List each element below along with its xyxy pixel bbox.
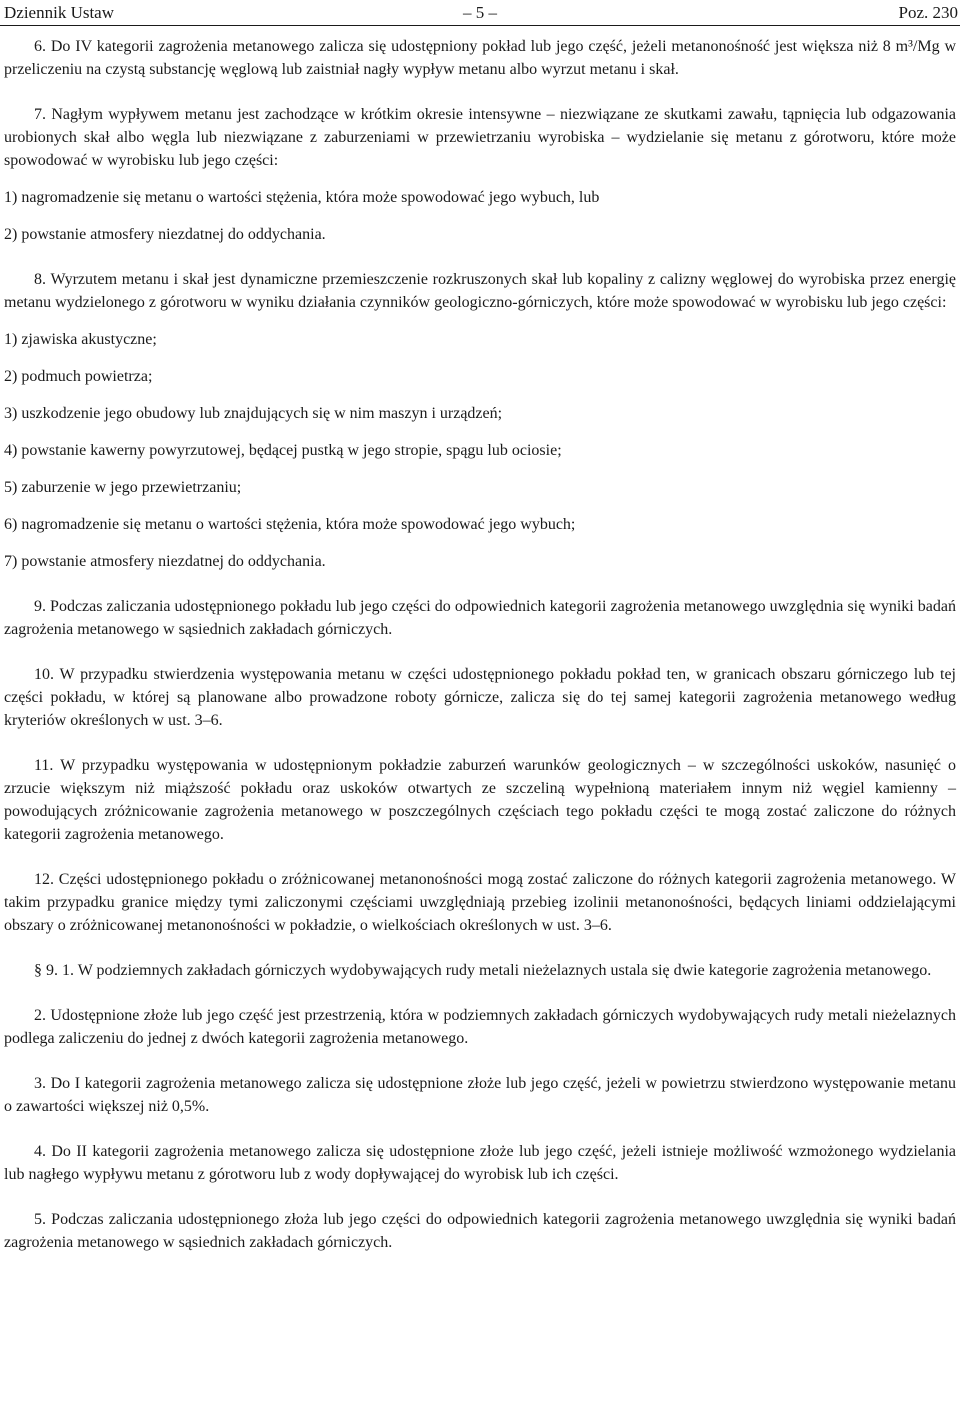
paragraph-7: 7. Nagłym wypływem metanu jest zachodzące w krótkim okresie intensywne – niezwiązane ze skutkami zawału, tąpnięcia lub odgazowania urobionych skał albo węgla lub niezwiązane z zaburzeniami w przewietrzaniu wyrobiska – wydzielanie się metanu z górotworu, które może spowodować w wyrobisku lub jego części: (4, 106, 956, 169)
list-item: 2) powstanie atmosfery niezdatnej do oddychania. (4, 226, 326, 243)
section-9-paragraph-1: § 9. 1. W podziemnych zakładach górniczych wydobywających rudy metali nieżelaznych ustala się dwie kategorie zagrożenia metanowego. (34, 962, 932, 979)
list-item: 2) podmuch powietrza; (4, 368, 153, 385)
page-number: – 5 – (463, 3, 497, 22)
list-item: 6) nagromadzenie się metanu o wartości stężenia, która może spowodować jego wybuch; (4, 516, 576, 533)
list-item: 1) zjawiska akustyczne; (4, 331, 157, 348)
paragraph-12: 12. Części udostępnionego pokładu o zróżnicowanej metanonośności mogą zostać zaliczone do różnych kategorii zagrożenia metanowego. W takim przypadku granice między tymi zaliczonymi częściami uwzględniają przebieg izolinii metanonośności, będących liniami oddzielającymi obszary o zróżnicowanej metanonośności w pokładzie, o wielkościach określonych w ust. 3–6. (4, 871, 956, 934)
list-item: 4) powstanie kawerny powyrzutowej, będącej pustką w jego stropie, spągu lub ociosie; (4, 442, 562, 459)
paragraph-6: 6. Do IV kategorii zagrożenia metanowego zalicza się udostępniony pokład lub jego część, jeżeli metanonośność jest większa niż 8 m³/Mg w przeliczeniu na czystą substancję węglową lub zaistniał nagły wypływ metanu albo wyrzut metanu i skał. (4, 38, 956, 78)
section-9-paragraph-5: 5. Podczas zaliczania udostępnionego złoża lub jego części do odpowiednich kategorii zagrożenia metanowego uwzględnia się wyniki badań zagrożenia metanowego w sąsiednich zakładach górniczych. (4, 1211, 956, 1251)
list-item: 1) nagromadzenie się metanu o wartości stężenia, która może spowodować jego wybuch, lub (4, 189, 600, 206)
paragraph-9: 9. Podczas zaliczania udostępnionego pokładu lub jego części do odpowiednich kategorii zagrożenia metanowego uwzględnia się wyniki badań zagrożenia metanowego w sąsiednich zakładach górniczych. (4, 598, 956, 638)
header-rule (0, 25, 960, 26)
section-9-paragraph-4: 4. Do II kategorii zagrożenia metanowego zalicza się udostępnione złoże lub jego część, jeżeli istnieje możliwość wzmożonego wydzielania lub nagłego wypływu metanu z górotworu lub z wody dopływającej do wyrobisk lub ich części. (4, 1143, 956, 1183)
paragraph-11: 11. W przypadku występowania w udostępnionym pokładzie zaburzeń warunków geologicznych – w szczególności uskoków, nasunięć o zrzucie większym niż miąższość pokładu oraz uskoków otwartych ze szczeliną wypełnioną materiałem innym niż węgiel kamienny – powodujących zróżnicowanie zagrożenia metanowego w poszczególnych częściach tego pokładu części te mogą zostać zaliczone do różnych kategorii zagrożenia metanowego. (4, 757, 956, 843)
list-item: 7) powstanie atmosfery niezdatnej do oddychania. (4, 553, 326, 570)
position-number: Poz. 230 (898, 3, 958, 22)
journal-title: Dziennik Ustaw (4, 3, 115, 22)
page-header (0, 0, 960, 26)
paragraph-8: 8. Wyrzutem metanu i skał jest dynamiczne przemieszczenie rozkruszonych skał lub kopaliny z calizny węglowej do wyrobiska przez energię metanu wydzielonego z górotworu w wyniku działania czynników geologiczno-górniczych, które może spowodować w wyrobisku lub jego części: (4, 271, 956, 311)
section-9-paragraph-2: 2. Udostępnione złoże lub jego część jest przestrzenią, która w podziemnych zakładach górniczych wydobywających rudy metali nieżelaznych podlega zaliczeniu do jednej z dwóch kategorii zagrożenia metanowego. (4, 1007, 956, 1047)
paragraph-10: 10. W przypadku stwierdzenia występowania metanu w części udostępnionego pokładu pokład ten, w granicach obszaru górniczego lub tej części pokładu, w której są planowane albo prowadzone roboty górnicze, zalicza się do tej samej kategorii zagrożenia metanowego według kryteriów określonych w ust. 3–6. (4, 666, 956, 729)
list-item: 3) uszkodzenie jego obudowy lub znajdujących się w nim maszyn i urządzeń; (4, 405, 503, 422)
list-item: 5) zaburzenie w jego przewietrzaniu; (4, 479, 242, 496)
document-body (4, 35, 956, 1254)
section-9-paragraph-3: 3. Do I kategorii zagrożenia metanowego zalicza się udostępnione złoże lub jego część, jeżeli w powietrzu stwierdzono występowanie metanu o zawartości większej niż 0,5%. (4, 1075, 956, 1115)
